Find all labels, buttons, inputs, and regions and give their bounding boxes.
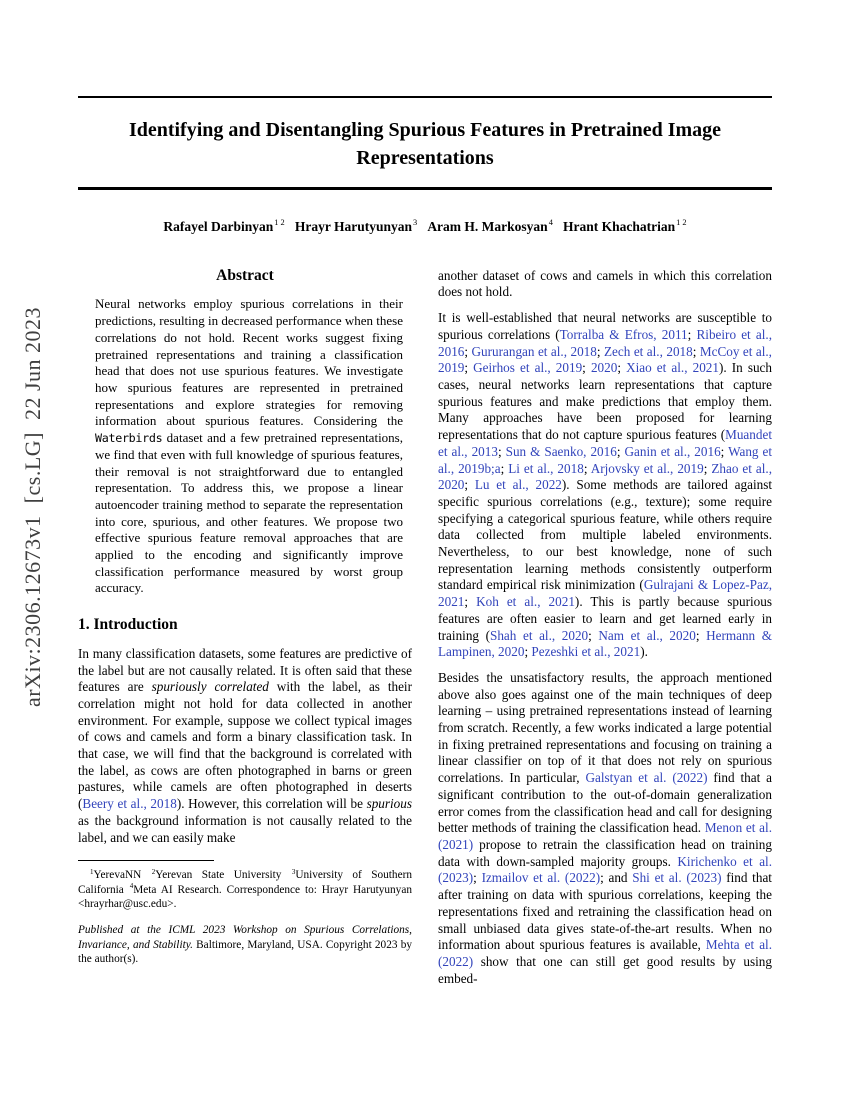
arxiv-watermark: arXiv:2306.12673v1 [cs.LG] 22 Jun 2023	[20, 306, 45, 708]
text-segment: ). In such cases, neural networks learn representations that capture spurious features and make predictions that employ them. Many approaches have been proposed for learning representations that do not capture spurious features (	[438, 360, 773, 443]
text-segment: ;	[703, 460, 712, 476]
citation-link[interactable]: Ribeiro et al., 2016	[438, 326, 772, 359]
citation-link[interactable]: Nam et al., 2020	[598, 627, 696, 643]
two-column-body	[78, 268, 772, 997]
text-segment	[417, 219, 427, 234]
citation-link[interactable]: McCoy et al., 2019	[438, 343, 772, 376]
text-segment: dataset and a few pretrained representations, we find that even with full knowledge of spurious features, their removal is not straightforward due to entangled representation. To address this, we propose a linear autoencoder training method to separate the representation into core, spurious, and other features. We propose two effective spurious feature removal approaches that are applied to the encoding and significantly improve classification performance measured by worst group accuracy.	[95, 430, 403, 596]
body-paragraph	[438, 670, 772, 987]
author-line	[78, 219, 772, 235]
citation-link[interactable]: Ganin et al., 2016	[624, 443, 721, 459]
text-segment: It is well-established that neural networks are susceptible to spurious correlations (	[438, 310, 772, 342]
text-segment: 2	[151, 867, 156, 876]
text-segment: ;	[500, 460, 509, 476]
text-segment: 4	[548, 218, 553, 228]
section-heading-introduction: 1. Introduction	[78, 616, 178, 634]
text-segment: Meta AI Research. Correspondence to: Hrayr Harutyunyan <hrayrhar@usc.edu>.	[78, 883, 412, 911]
text-segment: spurious	[366, 796, 412, 812]
text-segment: find that after training on data with spurious correlations, keeping the representations fixed and retraining the classification head on small unbiased data gives state-of-the-art results. When no information about spurious features is available,	[438, 870, 772, 953]
citation-link[interactable]: Zech et al., 2018	[604, 343, 693, 359]
text-segment: with the label, as their correlation might not hold for data collected in another environment. For example, suppose we collect typical images of cows and camels and form a binary classification task. In that case, we will find that the background is correlated with the label, as cows are often photographed in barns or green pastures, while camels are often photographed in deserts (	[78, 679, 412, 812]
citation-link[interactable]: Shah et al., 2020	[490, 627, 589, 643]
text-segment: ;	[473, 870, 482, 886]
publication-notice	[78, 923, 412, 967]
text-segment: propose to retrain the classification head on training data with down-sampled majority groups.	[438, 836, 772, 869]
citation-link[interactable]: Muandet et al., 2013	[438, 427, 772, 459]
text-segment: ;	[464, 360, 474, 376]
text-segment: as the background information is not causally related to the label, and we can easily make	[78, 812, 412, 845]
text-segment: 3	[413, 218, 418, 228]
paper-title	[78, 116, 772, 172]
text-segment: ;	[687, 326, 697, 342]
body-paragraph	[438, 268, 772, 301]
citation-link[interactable]: Beery et al., 2018	[82, 796, 177, 812]
right-column	[438, 268, 772, 997]
abstract-heading: Abstract	[216, 266, 274, 284]
citation-link[interactable]: Wang et al., 2019b;a	[438, 443, 773, 476]
text-segment: ;	[720, 443, 729, 459]
text-segment: Rafayel Darbinyan	[163, 218, 274, 234]
citation-link[interactable]: Menon et al. (2021)	[438, 820, 772, 852]
text-segment: YerevaNN	[93, 869, 151, 882]
text-segment: find that a significant contribution to the out-of-domain generalization error comes from the classification head and call for designing better methods of training the classification head.	[438, 770, 772, 836]
text-segment: ;	[464, 594, 477, 610]
affiliation-footnote	[78, 868, 412, 912]
text-segment	[285, 219, 295, 234]
text-segment: ;	[596, 343, 604, 359]
text-segment: Hrant Khachatrian	[563, 218, 676, 234]
citation-link[interactable]: Mehta et al. (2022)	[438, 937, 773, 969]
citation-link[interactable]: Koh et al., 2021	[476, 594, 575, 610]
text-segment: ;	[588, 627, 599, 643]
intro-paragraph	[78, 646, 412, 846]
text-segment: ;	[695, 627, 707, 643]
text-segment: 4	[129, 882, 134, 891]
text-segment: University of Southern California	[78, 869, 413, 896]
text-segment: ). This is partly because spurious features are often easier to learn and get learned early in training (	[438, 594, 772, 643]
citation-link[interactable]: Li et al., 2018	[508, 460, 584, 476]
title-line-1: Identifying and Disentangling Spurious Features in Pretrained Image	[128, 119, 722, 142]
header-rule-top	[78, 96, 772, 98]
text-segment: ;	[616, 443, 625, 459]
citation-link[interactable]: Kirichenko et al. (2023)	[438, 853, 773, 886]
citation-link[interactable]: Pezeshki et al., 2021	[531, 644, 641, 660]
text-segment: ;	[497, 443, 506, 459]
citation-link[interactable]: 2020	[590, 360, 618, 376]
citation-link[interactable]: Zhao et al., 2020	[438, 460, 772, 493]
text-segment: 3	[291, 867, 296, 876]
body-paragraph	[438, 310, 772, 661]
citation-link[interactable]: Torralba & Efros, 2011	[559, 326, 688, 342]
citation-link[interactable]: Galstyan et al. (2022)	[585, 770, 708, 786]
text-segment: spuriously correlated	[151, 679, 269, 695]
citation-link[interactable]: Hermann & Lampinen, 2020	[438, 627, 772, 660]
text-segment: ;	[464, 343, 472, 359]
citation-link[interactable]: Izmailov et al. (2022)	[481, 870, 601, 886]
text-segment: ). Some methods are tailored against specific spurious correlations (e.g., texture); some require specifying a categorical spurious feature, while others require data collected from multiple labeled environments. Nevertheless, to our best knowledge, none of such representation learning methods consistently outperform standard empirical risk minimization (	[438, 477, 773, 593]
text-segment: ;	[582, 360, 591, 376]
title-line-2: Representations	[356, 147, 494, 170]
text-segment: 1 2	[274, 218, 285, 228]
text-segment: show that one can still get good results by using embed-	[438, 953, 772, 986]
text-segment: ; and	[600, 870, 633, 886]
text-segment: 1 2	[676, 218, 687, 228]
text-segment	[553, 219, 563, 234]
text-segment: Besides the unsatisfactory results, the approach mentioned above also goes against one of the main techniques of deep learning – using pretrained representations instead of learning from scratch. Recently, a few works indicated a large potential in fixing pretrained representations and focusing on training a linear classifier on top of it that does not rely on spurious correlations. In particular,	[438, 669, 772, 786]
left-column	[78, 268, 412, 997]
text-segment: ;	[464, 477, 475, 493]
text-segment: Waterbirds	[95, 431, 163, 446]
text-segment: ;	[617, 360, 627, 376]
citation-link[interactable]: Xiao et al., 2021	[626, 360, 719, 376]
text-segment: Aram H. Markosyan	[427, 218, 548, 234]
citation-link[interactable]: Lu et al., 2022	[474, 477, 562, 493]
citation-link[interactable]: Gulrajani & Lopez-Paz, 2021	[438, 577, 772, 610]
footnote-block	[78, 860, 412, 967]
text-segment: ;	[524, 644, 532, 660]
text-segment: ;	[583, 460, 591, 476]
abstract-text	[78, 296, 412, 597]
citation-link[interactable]: Geirhos et al., 2019	[473, 360, 583, 376]
text-segment: ). However, this correlation will be	[176, 796, 367, 812]
citation-link[interactable]: Gururangan et al., 2018	[471, 343, 597, 359]
citation-link[interactable]: Sun & Saenko, 2016	[505, 443, 617, 459]
text-segment: another dataset of cows and camels in which this correlation does not hold.	[438, 267, 772, 300]
text-segment: Neural networks employ spurious correlations in their predictions, resulting in decreased performance when these correlations do not hold. Recent works suggest fixing pretrained representations and training a classification head that does not use spurious features. We investigate how spurious features are represented in pretrained representations and explore strategies for removing information about spurious features. Considering the	[95, 296, 403, 429]
text-segment: Baltimore, Maryland, USA. Copyright 2023 by the author(s).	[78, 938, 412, 966]
text-segment: In many classification datasets, some features are predictive of the label but are not causally related. It is often said that these features are	[78, 645, 412, 695]
text-segment: Hrayr Harutyunyan	[294, 218, 412, 234]
footnote-rule	[78, 860, 214, 861]
header-rule-bottom	[78, 187, 772, 189]
citation-link[interactable]: Arjovsky et al., 2019	[590, 460, 704, 476]
text-segment: Yerevan State University	[155, 869, 291, 882]
text-segment: ).	[640, 644, 648, 660]
text-segment: ;	[692, 343, 700, 359]
text-segment: Published at the ICML 2023 Workshop on Spurious Correlations, Invariance, and Stability.	[78, 924, 412, 951]
text-segment: 1	[90, 867, 94, 876]
citation-link[interactable]: Shi et al. (2023)	[632, 870, 722, 886]
